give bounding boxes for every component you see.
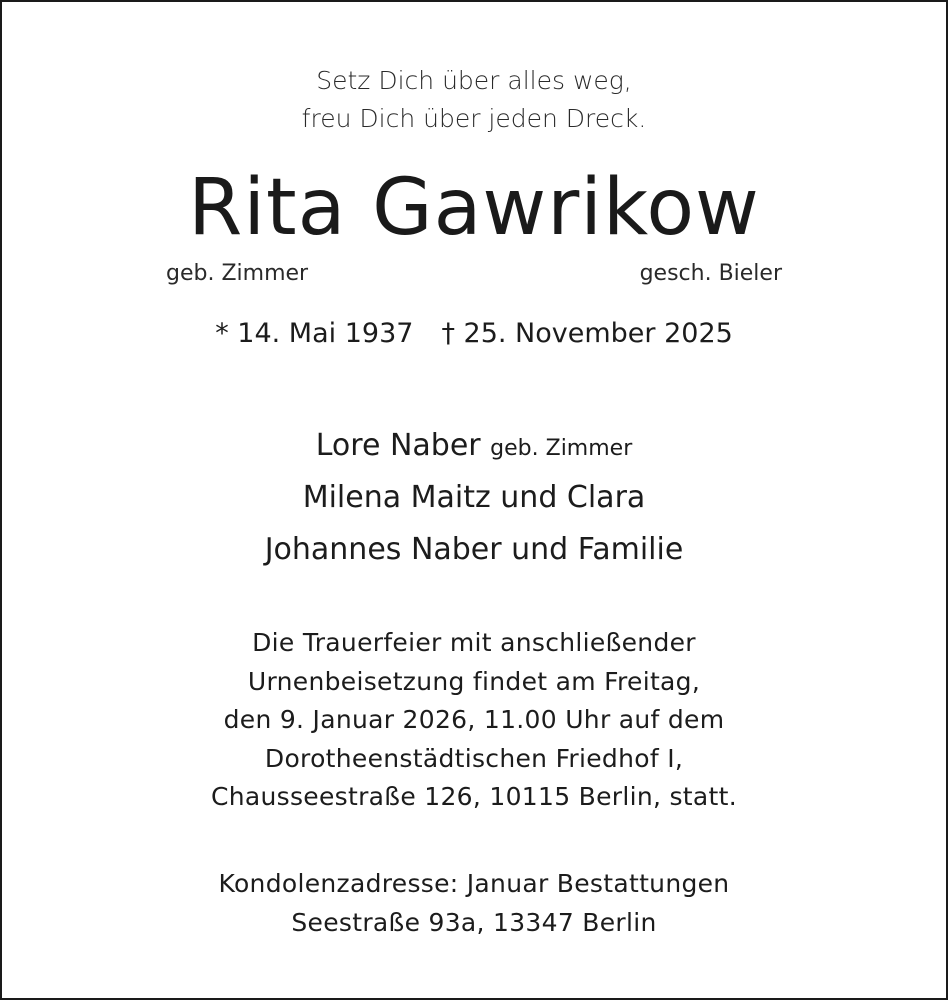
mourner-line-3: Johannes Naber und Familie [264, 532, 684, 567]
condolence-line-1: Kondolenzadresse: Januar Bestattungen [218, 869, 730, 898]
mourner-line-2: Milena Maitz und Clara [302, 480, 646, 515]
death-date: † 25. November 2025 [441, 318, 733, 349]
birth-name: geb. Zimmer [166, 261, 309, 286]
motto-line-2: freu Dich über jeden Dreck. [301, 104, 647, 133]
mourner-line-1 [2, 420, 946, 475]
deceased-name: Rita Gawrikow [188, 163, 760, 253]
divorced-name: gesch. Bieler [639, 261, 782, 286]
ceremony-line-2: Urnenbeisetzung findet am Freitag, [247, 667, 701, 696]
motto-line-1: Setz Dich über alles weg, [316, 66, 632, 95]
ceremony-line-5: Chausseestraße 126, 10115 Berlin, statt. [210, 782, 737, 811]
life-dates [2, 316, 946, 352]
ceremony-line-3: den 9. Januar 2026, 11.00 Uhr auf dem [223, 705, 725, 734]
birth-date: * 14. Mai 1937 [215, 318, 414, 349]
ceremony-line-1: Die Trauerfeier mit anschließender [252, 628, 696, 657]
ceremony-line-4: Dorotheenstädtischen Friedhof I, [264, 744, 684, 773]
condolence-line-2: Seestraße 93a, 13347 Berlin [291, 908, 657, 937]
mourner-birth-name: geb. Zimmer [490, 436, 633, 461]
mourner-name: Lore Naber [315, 428, 481, 463]
